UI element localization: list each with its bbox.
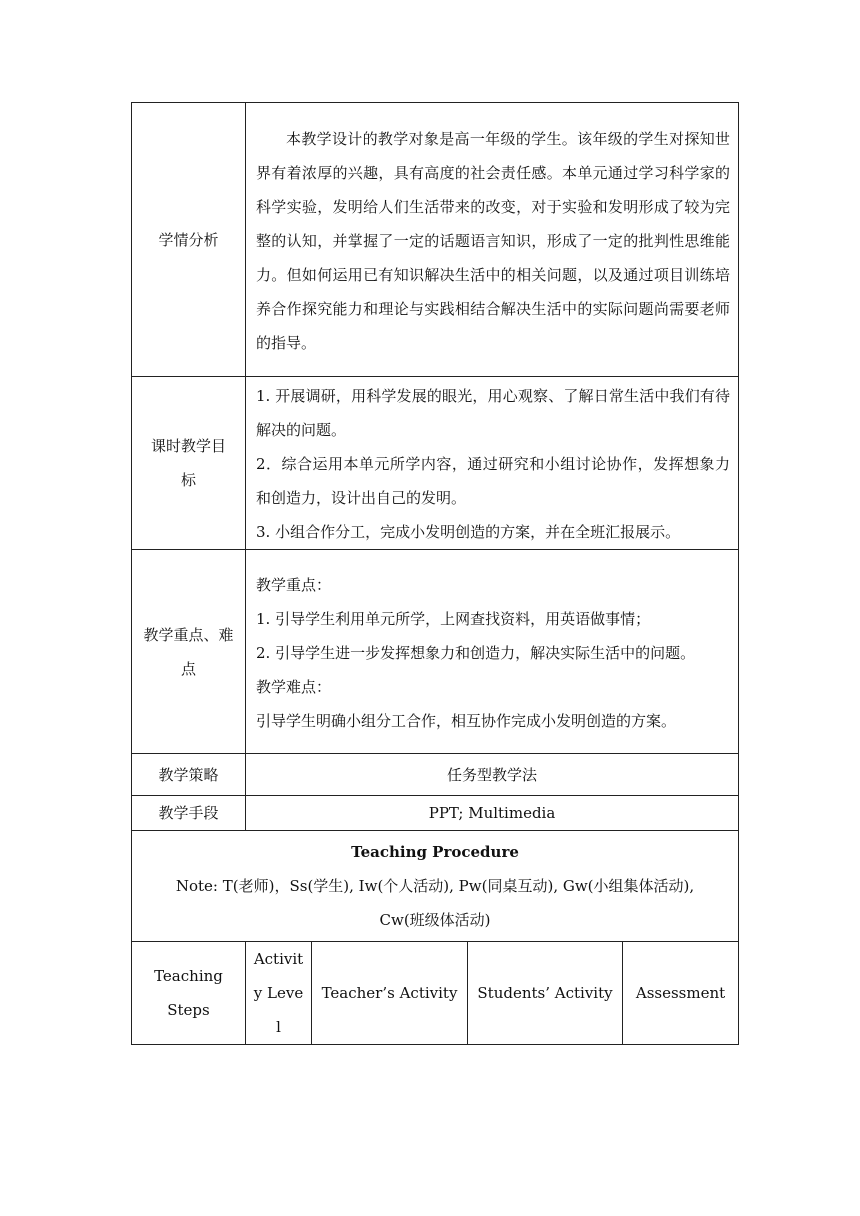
header-steps-cell — [132, 942, 246, 1045]
header-level: Activity Level — [253, 950, 304, 1036]
header-students: Students’ Activity — [468, 942, 623, 1045]
strategy-row — [132, 754, 739, 796]
analysis-label: 学情分析 — [158, 230, 219, 249]
procedure-note: Note: T(老师)，Ss(学生), Iw(个人活动), Pw(同桌互动), Gw(小组集体活动), Cw(班级体活动) — [175, 877, 695, 929]
objectives-content-cell — [246, 377, 739, 550]
header-steps: Teaching Steps — [154, 967, 223, 1019]
analysis-text: 本教学设计的教学对象是高一年级的学生。该年级的学生对探知世界有着浓厚的兴趣，具有高度的社会责任感。本单元通过学习科学家的科学实验，发明给人们生活带来的改变，对于实验和发明形成了较为完整的认知，并掌握了一定的话题语言知识，形成了一定的批判性思维能力。但如何运用已有知识解决生活中的相关问题，以及通过项目训练培养合作探究能力和理论与实践相结合解决生活中的实际问题尚需要老师的指导。 — [256, 129, 731, 352]
focus-item-1: 1. 引导学生利用单元所学，上网查找资料，用英语做事情； — [256, 609, 651, 628]
keypoints-row — [132, 550, 739, 754]
analysis-content-cell — [246, 103, 739, 377]
header-teacher: Teacher’s Activity — [312, 942, 468, 1045]
means-row — [132, 796, 739, 831]
strategy-value: 任务型教学法 — [246, 754, 739, 796]
procedure-row — [132, 831, 739, 942]
difficulty-title: 教学难点： — [256, 677, 332, 696]
objectives-row — [132, 377, 739, 550]
means-label: 教学手段 — [158, 804, 219, 822]
objectives-label-cell — [132, 377, 246, 550]
difficulty-text: 引导学生明确小组分工合作，相互协作完成小发明创造的方案。 — [256, 711, 677, 730]
objective-item-1: 1. 开展调研，用科学发展的眼光，用心观察、了解日常生活中我们有待解决的问题。 — [256, 387, 731, 439]
header-assessment: Assessment — [623, 942, 739, 1045]
analysis-row — [132, 103, 739, 377]
keypoints-label: 教学重点、难点 — [143, 625, 234, 678]
keypoints-content-cell — [246, 550, 739, 754]
strategy-label: 教学策略 — [158, 765, 219, 784]
strategy-label-cell — [132, 754, 246, 796]
objectives-label: 课时教学目标 — [150, 437, 226, 489]
procedure-title: Teaching Procedure — [351, 843, 519, 861]
focus-item-2: 2. 引导学生进一步发挥想象力和创造力，解决实际生活中的问题。 — [256, 643, 696, 662]
focus-title: 教学重点： — [256, 575, 332, 594]
header-level-cell — [246, 942, 312, 1045]
means-label-cell — [132, 796, 246, 831]
procedure-cell — [132, 831, 739, 942]
objective-item-2: 2．综合运用本单元所学内容，通过研究和小组讨论协作，发挥想象力和创造力，设计出自己的发明。 — [256, 455, 731, 507]
lesson-plan-table — [131, 102, 739, 1045]
objective-item-3: 3. 小组合作分工，完成小发明创造的方案，并在全班汇报展示。 — [256, 523, 681, 541]
analysis-label-cell — [132, 103, 246, 377]
means-value: PPT; Multimedia — [246, 796, 739, 831]
keypoints-label-cell — [132, 550, 246, 754]
procedure-header-row — [132, 942, 739, 1045]
